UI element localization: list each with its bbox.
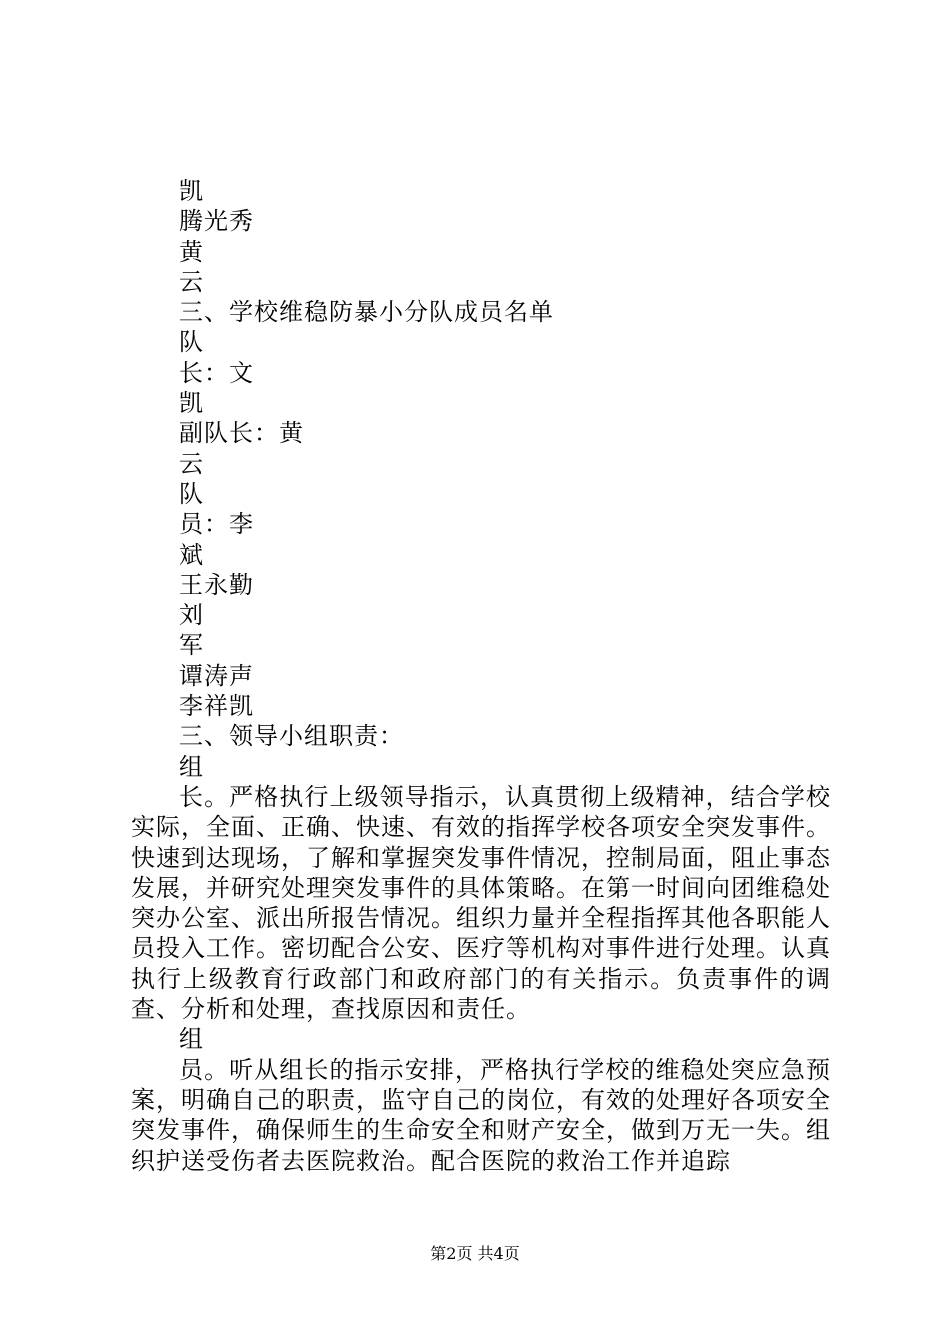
page-footer: 第2页 共4页 (430, 1244, 520, 1263)
text-line: 队 (179, 328, 204, 357)
text-line: 组 (179, 752, 204, 781)
text-line: 腾光秀 (179, 207, 254, 236)
text-line: 队 (179, 479, 204, 508)
text-line: 谭涛声 (179, 661, 254, 690)
text-line: 云 (179, 267, 204, 296)
text-line: 黄 (179, 237, 204, 266)
text-line: 副队长：黄 (179, 419, 304, 448)
text-line: 凯 (179, 177, 204, 205)
document-body (131, 176, 831, 1176)
text-line: 长：文 (179, 358, 254, 387)
text-line: 李祥凯 (179, 692, 254, 721)
section-heading: 三、学校维稳防暴小分队成员名单 (179, 298, 554, 327)
text-line: 组 (179, 1025, 204, 1054)
text-line: 刘 (179, 601, 204, 630)
text-line: 员：李 (179, 510, 254, 539)
text-line: 凯 (179, 389, 204, 418)
section-heading: 三、领导小组职责： (179, 722, 404, 751)
text-line: 军 (179, 631, 204, 660)
text-line: 斌 (179, 540, 204, 569)
paragraph-member-duties: 员。听从组长的指示安排，严格执行学校的维稳处突应急预案，明确自己的职责，监守自己的岗位，有效的处理好各项安全突发事件，确保师生的生命安全和财产安全，做到万无一失。组织护送受伤者去医院救治。配合医院的救治工作并追踪 (131, 1055, 831, 1175)
text-line: 王永勤 (179, 570, 254, 599)
paragraph-leader-duties: 长。严格执行上级领导指示，认真贯彻上级精神，结合学校实际，全面、正确、快速、有效的指挥学校各项安全突发事件。快速到达现场，了解和掌握突发事件情况，控制局面，阻止事态发展，并研究处理突发事件的具体策略。在第一时间向团维稳处突办公室、派出所报告情况。组织力量并全程指挥其他各职能人员投入工作。密切配合公安、医疗等机构对事件进行处理。认真执行上级教育行政部门和政府部门的有关指示。负责事件的调查、分析和处理，查找原因和责任。 (131, 782, 831, 1024)
text-line: 云 (179, 449, 204, 478)
